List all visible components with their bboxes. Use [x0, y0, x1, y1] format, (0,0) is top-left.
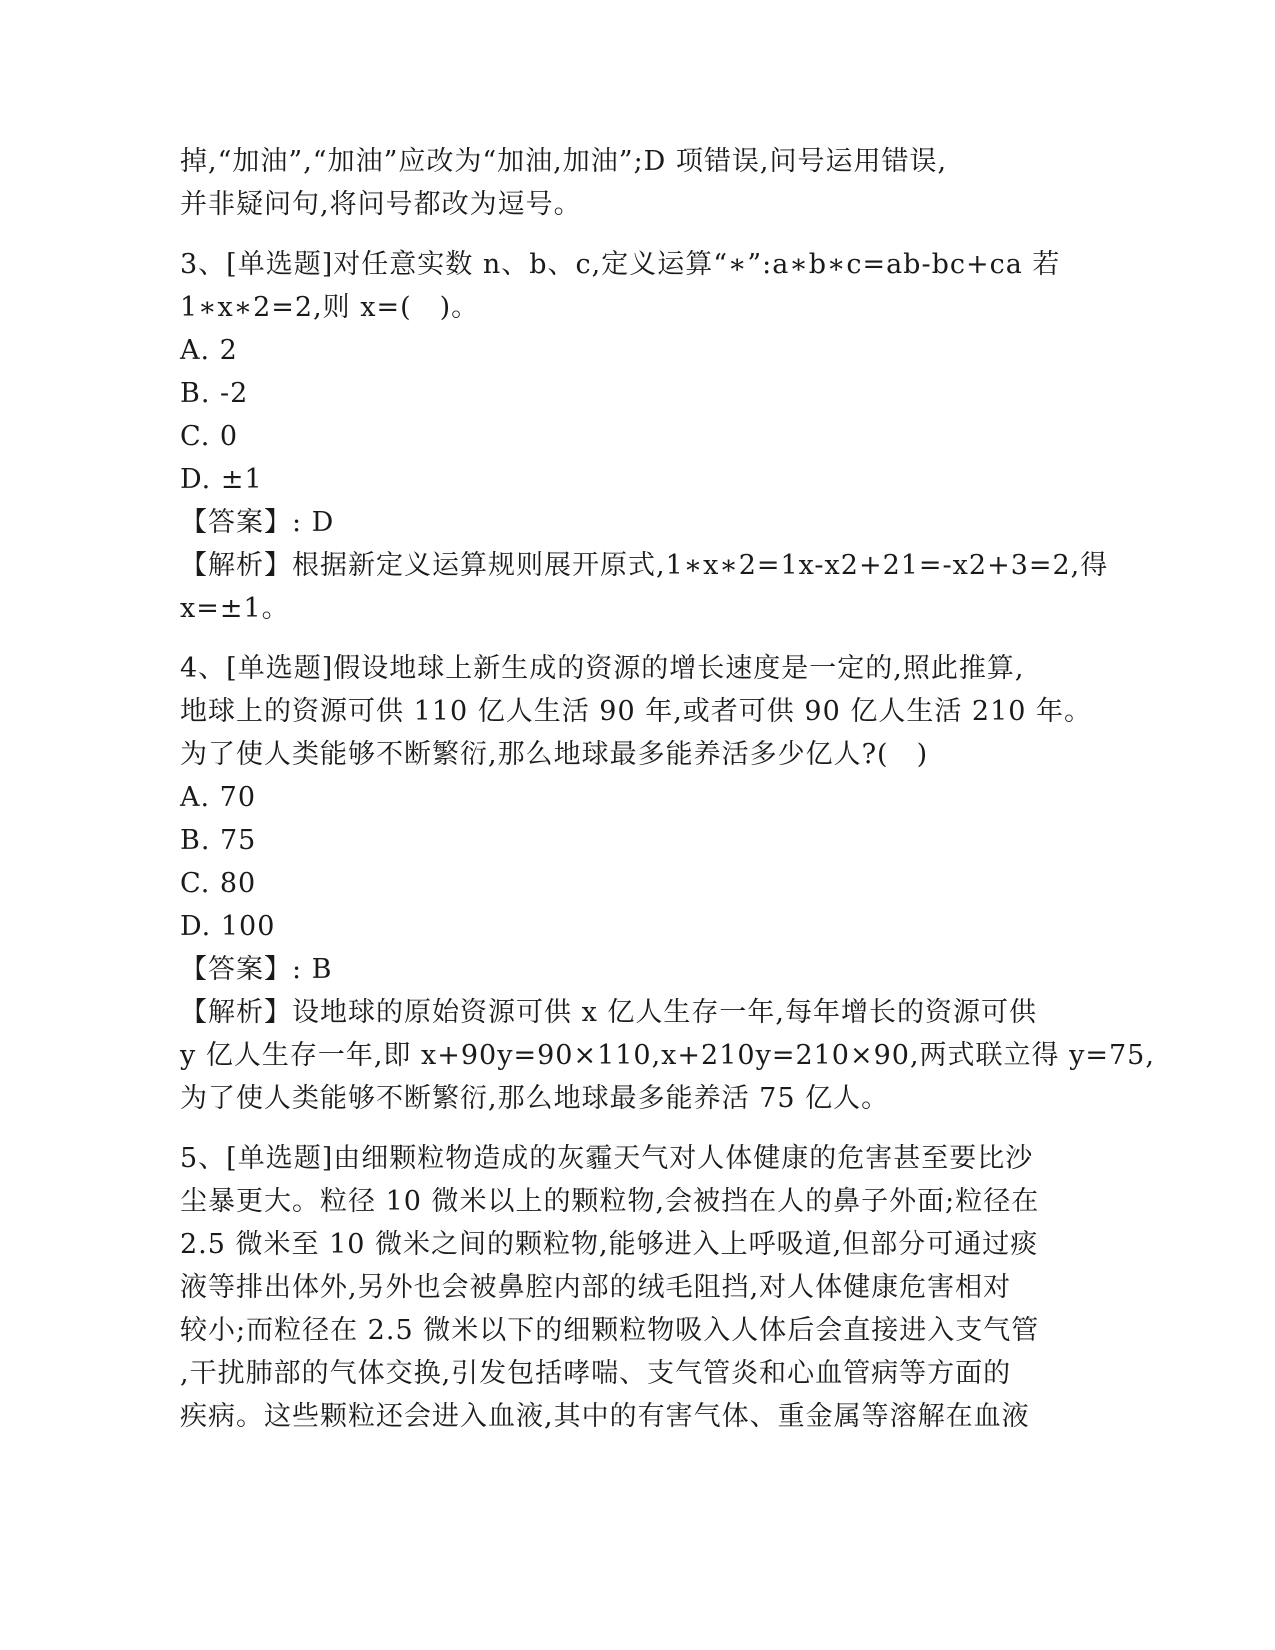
question-stem-line: 疾病。这些颗粒还会进入血液,其中的有害气体、重金属等溶解在血液 — [180, 1401, 1030, 1432]
question-stem-line: 地球上的资源可供 110 亿人生活 90 年,或者可供 90 亿人生活 210 年。 — [180, 696, 1093, 727]
analysis-line: x=±1。 — [180, 593, 290, 624]
question-stem-line: 液等排出体外,另外也会被鼻腔内部的绒毛阻挡,对人体健康危害相对 — [180, 1272, 1012, 1303]
question-stem-line: 1∗x∗2=2,则 x=( )。 — [180, 292, 480, 323]
option-d: D. 100 — [180, 911, 276, 942]
document-page — [180, 140, 1155, 1438]
question-stem-line: 较小;而粒径在 2.5 微米以下的细颗粒物吸入人体后会直接进入支气管 — [180, 1315, 1040, 1346]
question-stem-line: 3、[单选题]对任意实数 n、b、c,定义运算“∗”:a∗b∗c=ab-bc+ca 若 — [180, 249, 1061, 280]
option-a: A. 2 — [180, 335, 238, 366]
question-stem-line: 尘暴更大。粒径 10 微米以上的颗粒物,会被挡在人的鼻子外面;粒径在 — [180, 1186, 1040, 1217]
question-stem-line: 为了使人类能够不断繁衍,那么地球最多能养活多少亿人?( ) — [180, 739, 929, 770]
option-a: A. 70 — [180, 782, 257, 813]
question-5 — [180, 1137, 1080, 1438]
analysis-line: y 亿人生存一年,即 x+90y=90×110,x+210y=210×90,两式联立得 y=75, — [180, 1040, 1155, 1071]
option-c: C. 80 — [180, 868, 257, 899]
answer: 【答案】: D — [180, 507, 335, 538]
analysis-line: 【解析】根据新定义运算规则展开原式,1∗x∗2=1x-x2+21=-x2+3=2,得 — [180, 550, 1109, 581]
question-4 — [180, 647, 1155, 1120]
text-line: 掉,“加油”,“加油”应改为“加油,加油”;D 项错误,问号运用错误, — [180, 146, 948, 177]
previous-question-continuation — [180, 140, 1080, 226]
analysis-line: 为了使人类能够不断繁衍,那么地球最多能养活 75 亿人。 — [180, 1083, 890, 1114]
option-c: C. 0 — [180, 421, 239, 452]
analysis-line: 【解析】设地球的原始资源可供 x 亿人生存一年,每年增长的资源可供 — [180, 997, 1037, 1028]
question-stem-line: ,干扰肺部的气体交换,引发包括哮喘、支气管炎和心血管病等方面的 — [180, 1358, 1012, 1389]
option-b: B. 75 — [180, 825, 257, 856]
question-3 — [180, 243, 1109, 630]
answer: 【答案】: B — [180, 954, 333, 985]
option-b: B. -2 — [180, 378, 249, 409]
option-d: D. ±1 — [180, 464, 263, 495]
question-stem-line: 5、[单选题]由细颗粒物造成的灰霾天气对人体健康的危害甚至要比沙 — [180, 1143, 1034, 1174]
question-stem-line: 2.5 微米至 10 微米之间的颗粒物,能够进入上呼吸道,但部分可通过痰 — [180, 1229, 1039, 1260]
text-line: 并非疑问句,将问号都改为逗号。 — [180, 189, 582, 220]
question-stem-line: 4、[单选题]假设地球上新生成的资源的增长速度是一定的,照此推算, — [180, 653, 1025, 684]
